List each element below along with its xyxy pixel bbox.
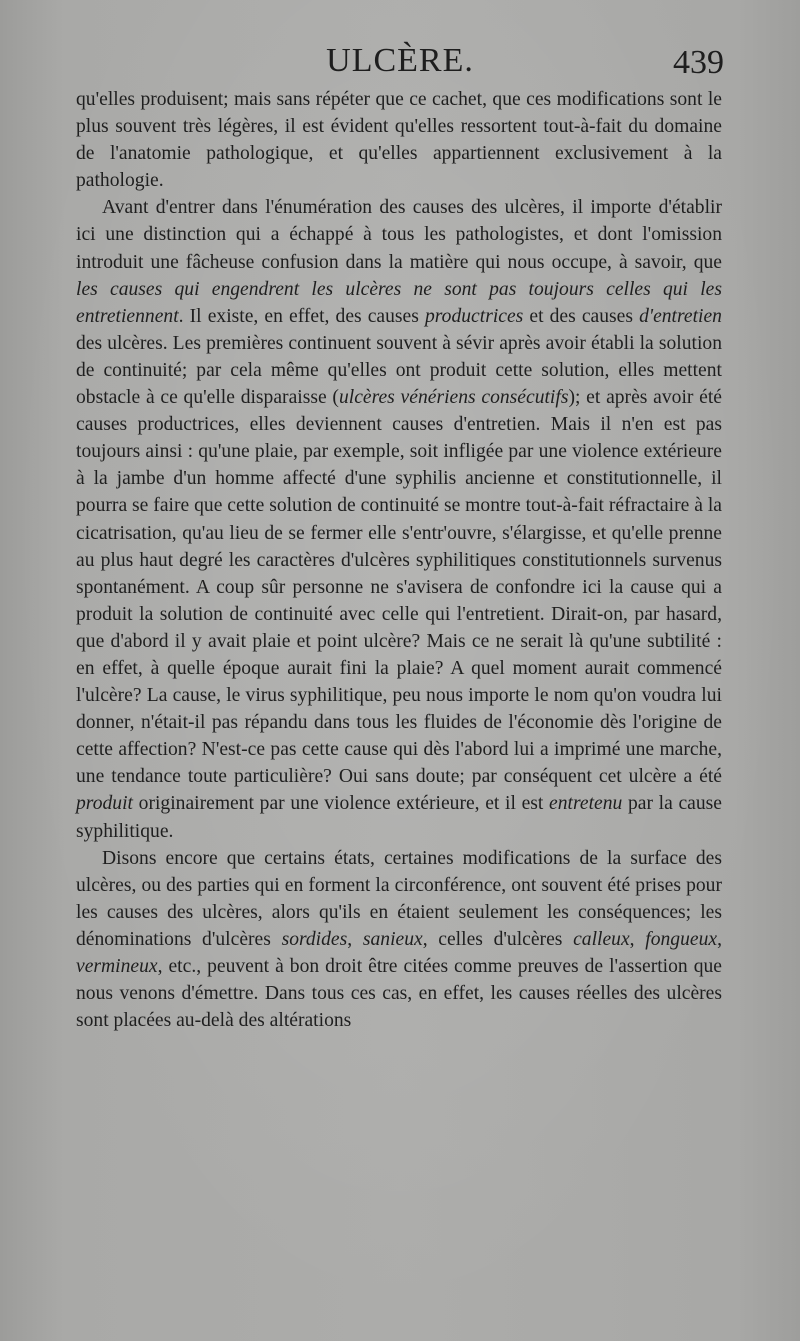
text-segment: , [347,928,363,950]
running-title: ULCÈRE. [326,42,474,79]
italic-text: d'entretien [639,305,722,327]
body-text [76,86,722,1034]
text-segment: Avant d'entrer dans l'énumération des causes des ulcères, il importe d'établir ici une distinction qui a échappé à tous les pathologistes, et dont l'omission introduit une fâcheuse confusion dans la matière qui nous occupe, à savoir, que [76,197,722,273]
italic-text: sordides [281,928,348,950]
paragraph [76,194,722,844]
italic-text: entretenu [549,793,623,815]
text-segment: qu'elles produisent; mais sans répéter que ce cachet, que ces modifications sont le plus souvent très légères, il est évident qu'elles ressortent tout-à-fait du domaine de l'anatomie pathologique, et qu'elles appartiennent exclusivement à la pathologie. [76,89,722,192]
italic-text: productrices [424,305,524,327]
paragraph [76,845,722,1035]
text-segment: Disons encore que certains états, certaines modifications de la surface des ulcères, ou des parties qui en forment la circonférence, ont souvent été prises pour les causes des ulcères, alors qu'ils en étaient seulement les conséquences; les dénominations d'ulcères [76,847,722,950]
text-segment: et des causes [523,305,640,327]
text-segment: des ulcères. Les premières continuent souvent à sévir après avoir établi la solution de continuité; par cela même qu'elles ont produit cette solution, elles mettent obstacle à ce qu'elle disparaisse ( [76,332,722,409]
text-segment: , celles d'ulcères [422,928,574,950]
text-segment: originairement par une violence extérieure, et il est [132,793,550,815]
italic-text: produit [76,793,133,815]
page-header [0,38,800,88]
text-segment: , [629,928,646,950]
text-segment: , etc., peuvent à bon droit être citées comme preuves de l'assertion que nous venons d'émettre. Dans tous ces cas, en effet, les causes réelles des ulcères sont placées au-delà des altérations [76,956,722,1032]
italic-text: les causes qui engendrent les ulcères ne sont pas toujours celles qui les entretiennent [76,278,722,327]
italic-text: calleux [573,928,630,950]
italic-text: vermineux [76,956,158,977]
text-segment: . Il existe, en effet, des causes [178,305,425,327]
italic-text: fongueux [645,928,718,950]
italic-text: sanieux [362,928,423,950]
paragraph [76,86,722,194]
text-segment: ); et après avoir été causes productrices, elles deviennent causes d'entretien. Mais il n'en est pas toujours ainsi : qu'une plaie, par exemple, soit infligée par une violence extérieure à la jambe d'un homme affecté d'une syphilis ancienne et constitutionnelle, il pourra se faire que cette solution de continuité se montre tout-à-fait réfractaire à la cicatrisation, qu'au lieu de se fermer elle s'entr'ouvre, s'élargisse, et qu'elle prenne au plus haut degré les caractères d'ulcères syphilitiques constitutionnels survenus spontanément. A coup sûr personne ne s'avisera de confondre ici la cause qui a produit la solution de continuité avec celle qui l'entretient. Dirait-on, par hasard, que d'abord il y avait plaie et point ulcère? Mais ce ne serait là qu'une subtilité : en effet, à quelle époque aurait fini la plaie? A quel moment aurait commencé l'ulcère? La cause, le virus syphilitique, peu nous importe le nom qu'on voudra lui donner, n'était-il pas répandu dans tous les fluides de l'économie dès l'origine de cette affection? N'est-ce pas cette cause qui dès l'abord lui a imprimé une marche, une tendance toute particulière? Oui sans doute; par conséquent cet ulcère a été [76,387,723,788]
text-segment: par la cause syphilitique. [76,793,722,842]
text-segment: , [717,928,722,950]
italic-text: ulcères vénériens consécutifs [338,387,569,409]
page-number: 439 [673,44,724,81]
